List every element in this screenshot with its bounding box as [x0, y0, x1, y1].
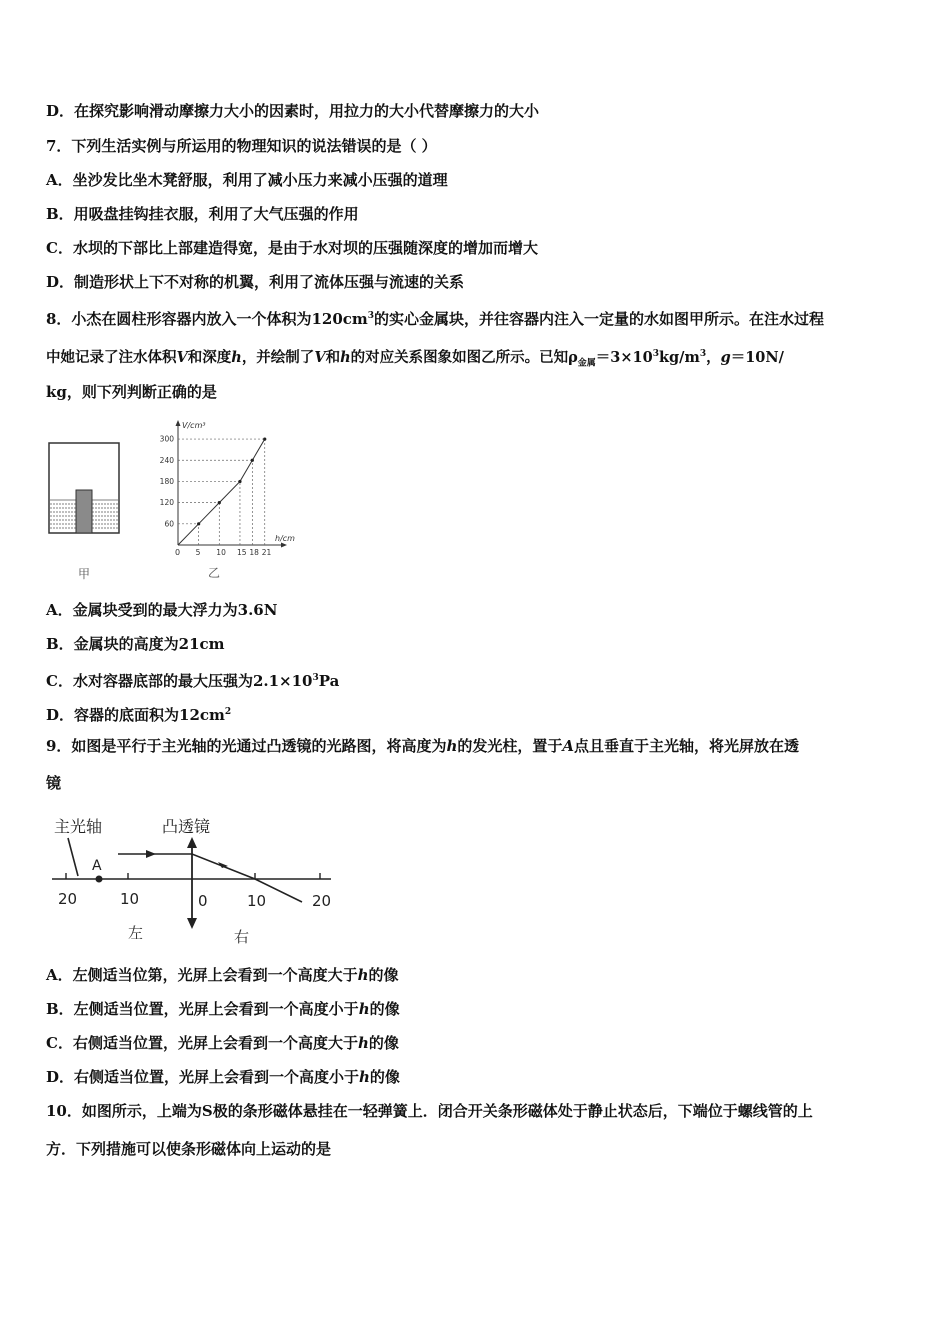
y-axis-label: V/cm³ [182, 421, 206, 430]
q9-option-d: D．右侧适当位置，光屏上会看到一个高度小于h的像 [46, 1068, 400, 1086]
lens-label: 凸透镜 [162, 817, 211, 836]
tick-label-right-20: 20 [312, 892, 332, 910]
metal-block [76, 490, 92, 533]
y-tick-label-120: 120 [160, 498, 174, 508]
q9-stem-line2: 镜 [46, 774, 62, 792]
q7-option-a: A．坐沙发比坐木凳舒服，利用了减小压力来减小压强的道理 [46, 171, 448, 189]
q6-option-d: D．在探究影响滑动摩擦力大小的因素时，用拉力的大小代替摩擦力的大小 [46, 102, 540, 120]
point-a-marker [96, 876, 103, 883]
y-tick-label-300: 300 [160, 434, 174, 444]
q7-stem: 7．下列生活实例与所运用的物理知识的说法错误的是（ ） [46, 137, 437, 155]
tick-label-right-10: 10 [247, 892, 267, 910]
x-tick-label-10: 10 [216, 548, 226, 557]
x-axis-arrow [281, 543, 287, 548]
tick-label-left-20: 20 [58, 890, 78, 908]
q8-option-c: C．水对容器底部的最大压强为$2.1\times 10^3Pa$ [46, 672, 340, 690]
tick-label-left-10: 10 [120, 890, 140, 908]
q7-option-c: C．水坝的下部比上部建造得宽，是由于水对坝的压强随深度的增加而增大 [46, 239, 538, 257]
q8-stem-line2: 中她记录了注水体积V和深度h，并绘制了V和h的对应关系图象如图乙所示。已知$\rho_{金属}=3\times 10^3kg/m^3$，g＝10N/ [46, 348, 784, 369]
y-tick-label-60: 60 [164, 519, 174, 529]
x-tick-label-18: 18 [249, 548, 259, 557]
q8-option-d: D．容器的底面积为$12cm^2$ [46, 706, 232, 724]
tick-label-zero: 0 [198, 892, 208, 910]
ray-arrow-icon [146, 850, 156, 858]
left-side-label: 左 [128, 924, 144, 942]
x-axis-label: h/cm [275, 534, 295, 543]
q8-stem-line3: kg，则下列判断正确的是 [46, 383, 217, 401]
data-point-21 [263, 437, 266, 440]
q9-option-b: B．左侧适当位置，光屏上会看到一个高度小于h的像 [46, 1000, 400, 1018]
data-point-18 [251, 459, 254, 462]
q9-lens-figure [46, 810, 346, 950]
data-series-line [178, 439, 265, 545]
q10-stem-line1: 10．如图所示，上端为S极的条形磁体悬挂在一轻弹簧上．闭合开关条形磁体处于静止状态后，下端位于螺线管的上 [46, 1102, 813, 1120]
y-tick-label-180: 180 [160, 476, 174, 486]
label-yi: 乙 [208, 566, 221, 580]
origin-label: 0 [175, 548, 181, 557]
q8-figure-container [46, 438, 126, 586]
q10-stem-line2: 方．下列措施可以使条形磁体向上运动的是 [46, 1140, 332, 1158]
lens-bottom-arrow-icon [187, 918, 197, 929]
lens-top-arrow-icon [187, 837, 197, 848]
right-side-label: 右 [234, 928, 250, 946]
data-point-15 [238, 480, 241, 483]
x-tick-label-15: 15 [236, 548, 247, 557]
q7-option-d: D．制造形状上下不对称的机翼，利用了流体压强与流速的关系 [46, 273, 465, 291]
point-a-label: A [92, 858, 102, 874]
x-tick-label-5: 5 [195, 548, 201, 557]
y-axis-arrow [176, 420, 181, 426]
q8-option-b: B．金属块的高度为21cm [46, 635, 225, 653]
light-ray [118, 854, 302, 902]
main-axis-label: 主光轴 [54, 817, 103, 836]
label-jia: 甲 [78, 567, 91, 581]
q9-option-a: A．左侧适当位第，光屏上会看到一个高度大于h的像 [46, 966, 399, 984]
q8-option-a: A．金属块受到的最大浮力为3.6N [46, 601, 278, 619]
axis-ticks [66, 873, 320, 879]
q9-option-c: C．右侧适当位置，光屏上会看到一个高度大于h的像 [46, 1034, 399, 1052]
y-tick-label-240: 240 [160, 455, 174, 465]
q9-stem-line1: 9．如图是平行于主光轴的光通过凸透镜的光路图，将高度为h的发光柱，置于A点且垂直于主光轴，将光屏放在透 [46, 737, 800, 755]
axis-pointer-line [68, 838, 78, 876]
x-tick-label-21: 21 [261, 548, 272, 557]
q8-stem-line1: 8．小杰在圆柱形容器内放入一个体积为$120cm^3$的实心金属块，并往容器内注入一定量的水如图甲所示。在注水过程 [46, 310, 825, 328]
data-point-10 [218, 501, 221, 504]
q7-option-b: B．用吸盘挂钩挂衣服，利用了大气压强的作用 [46, 205, 359, 223]
data-point-5 [197, 522, 200, 525]
q8-chart [160, 420, 305, 588]
